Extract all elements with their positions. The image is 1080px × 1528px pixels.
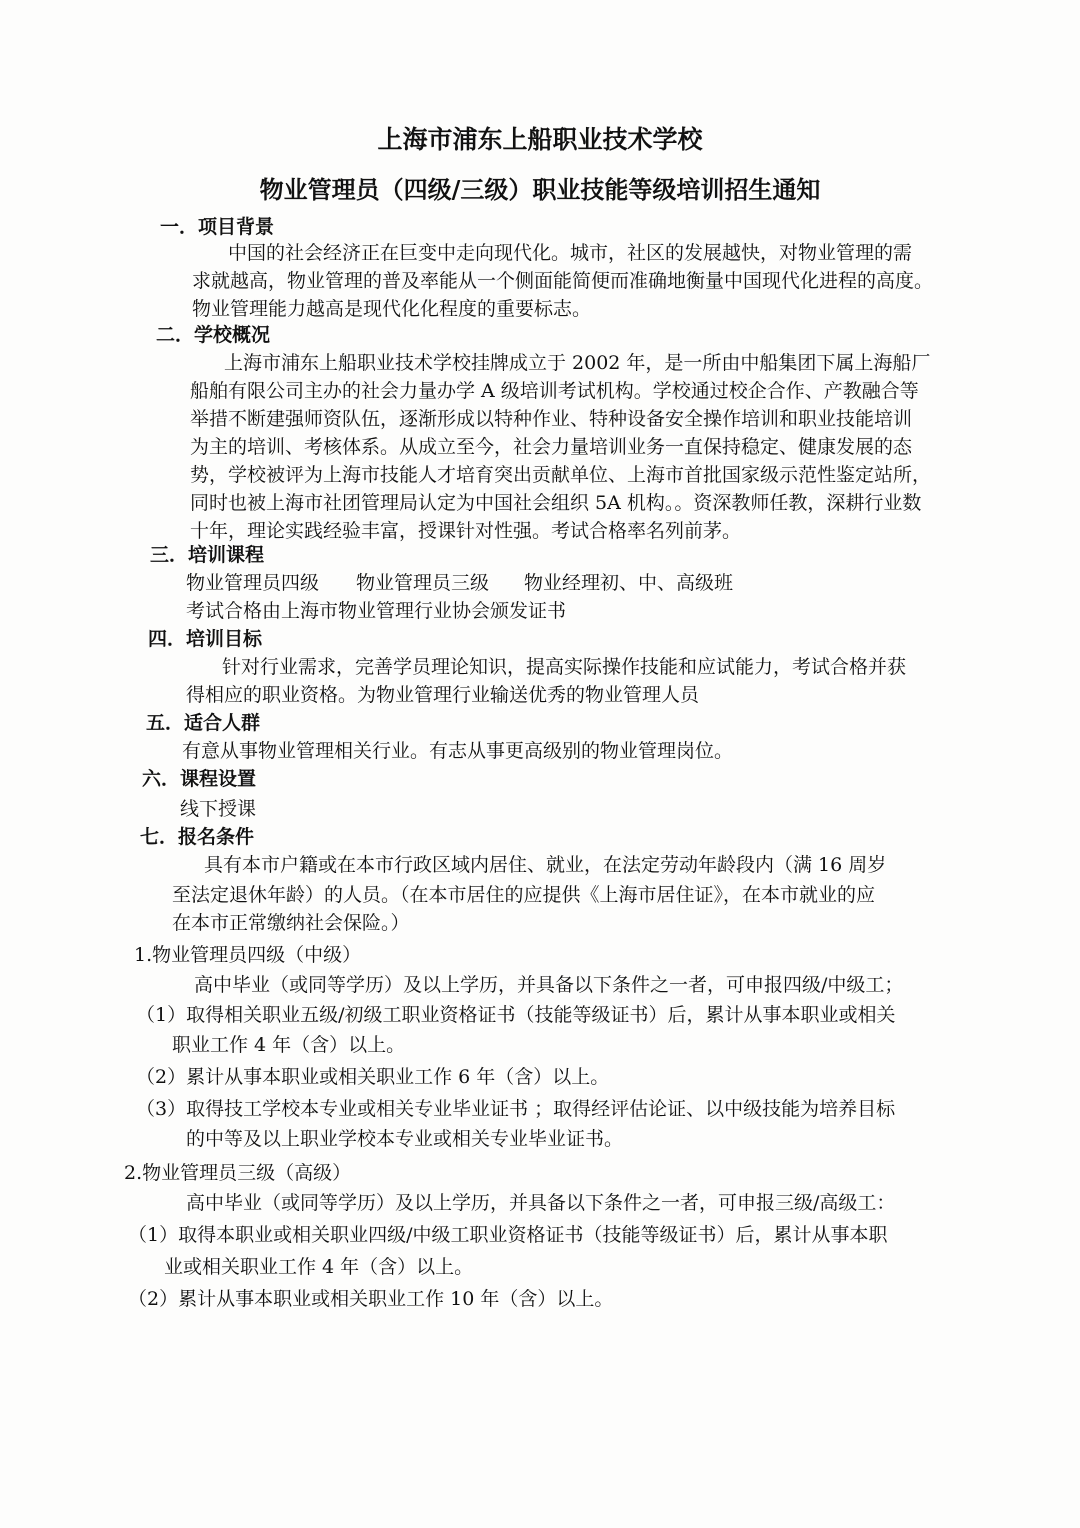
section-heading-goals: 四．培训目标 [148, 628, 263, 650]
paragraph-line: 举措不断建强师资队伍，逐渐形成以特种作业、特种设备安全操作培训和职业技能培训 [190, 408, 913, 430]
section-heading-curriculum: 六．课程设置 [142, 768, 257, 790]
paragraph-line: 中国的社会经济正在巨变中走向现代化。城市，社区的发展越快，对物业管理的需 [228, 242, 913, 264]
paragraph-line: 针对行业需求，完善学员理论知识，提高实际操作技能和应试能力，考试合格并获 [222, 656, 907, 678]
requirement-item: 业或相关职业工作 4 年（含）以上。 [164, 1256, 474, 1278]
notice-title: 物业管理员（四级/三级）职业技能等级培训招生通知 [259, 175, 821, 204]
requirement-item: （2）累计从事本职业或相关职业工作 6 年（含）以上。 [136, 1066, 610, 1088]
requirement-item: 职业工作 4 年（含）以上。 [172, 1034, 406, 1056]
section-heading-audience: 五．适合人群 [146, 712, 261, 734]
course-item: 物业经理初、中、高级班 [524, 572, 734, 594]
school-title: 上海市浦东上船职业技术学校 [377, 125, 703, 154]
section-heading-courses: 三．培训课程 [150, 544, 265, 566]
section-heading-school: 二．学校概况 [156, 324, 271, 346]
paragraph-line: 物业管理能力越高是现代化化程度的重要标志。 [192, 298, 592, 320]
paragraph-line: 在本市正常缴纳社会保险。） [172, 912, 410, 934]
course-item: 物业管理员三级 [356, 572, 490, 594]
paragraph-line: 上海市浦东上船职业技术学校挂牌成立于 2002 年，是一所由中船集团下属上海船厂 [224, 352, 931, 374]
level4-intro: 高中毕业（或同等学历）及以上学历，并具备以下条件之一者，可申报四级/中级工； [194, 974, 904, 996]
paragraph-line: 势，学校被评为上海市技能人才培育突出贡献单位、上海市首批国家级示范性鉴定站所， [190, 464, 932, 486]
level4-heading: 1.物业管理员四级（中级） [134, 944, 362, 966]
paragraph-line: 得相应的职业资格。为物业管理行业输送优秀的物业管理人员 [186, 684, 700, 706]
level3-heading: 2.物业管理员三级（高级） [124, 1162, 352, 1184]
section-heading-requirements: 七．报名条件 [140, 826, 255, 848]
paragraph-line: 至法定退休年龄）的人员。（在本市居住的应提供《上海市居住证》，在本市就业的应 [172, 884, 876, 906]
requirement-item: （3）取得技工学校本专业或相关专业毕业证书 ；取得经评估论证、以中级技能为培养目标 [136, 1098, 896, 1120]
paragraph-line: 有意从事物业管理相关行业。有志从事更高级别的物业管理岗位。 [182, 740, 734, 762]
level3-intro: 高中毕业（或同等学历）及以上学历，并具备以下条件之一者，可申报三级/高级工： [186, 1192, 896, 1214]
paragraph-line: 线下授课 [180, 798, 257, 820]
paragraph-line: 同时也被上海市社团管理局认定为中国社会组织 5A 机构。。资深教师任教，深耕行业数 [190, 492, 922, 514]
course-note: 考试合格由上海市物业管理行业协会颁发证书 [186, 600, 567, 622]
requirement-item: （1）取得相关职业五级/初级工职业资格证书（技能等级证书）后，累计从事本职业或相关 [136, 1004, 896, 1026]
paragraph-line: 求就越高，物业管理的普及率能从一个侧面能简便而准确地衡量中国现代化进程的高度。 [192, 270, 934, 292]
paragraph-line: 为主的培训、考核体系。从成立至今，社会力量培训业务一直保持稳定、健康发展的态 [190, 436, 913, 458]
paragraph-line: 船舶有限公司主办的社会力量办学 A 级培训考试机构。学校通过校企合作、产教融合等 [190, 380, 919, 402]
course-item: 物业管理员四级 [186, 572, 320, 594]
requirement-item: （1）取得本职业或相关职业四级/中级工职业资格证书（技能等级证书）后，累计从事本职 [128, 1224, 888, 1246]
requirement-item: 的中等及以上职业学校本专业或相关专业毕业证书。 [186, 1128, 624, 1150]
section-heading-background: 一．项目背景 [160, 216, 275, 238]
paragraph-line: 具有本市户籍或在本市行政区域内居住、就业，在法定劳动年龄段内（满 16 周岁 [204, 854, 887, 876]
paragraph-line: 十年，理论实践经验丰富，授课针对性强。考试合格率名列前茅。 [190, 520, 742, 542]
requirement-item: （2）累计从事本职业或相关职业工作 10 年（含）以上。 [128, 1288, 614, 1310]
